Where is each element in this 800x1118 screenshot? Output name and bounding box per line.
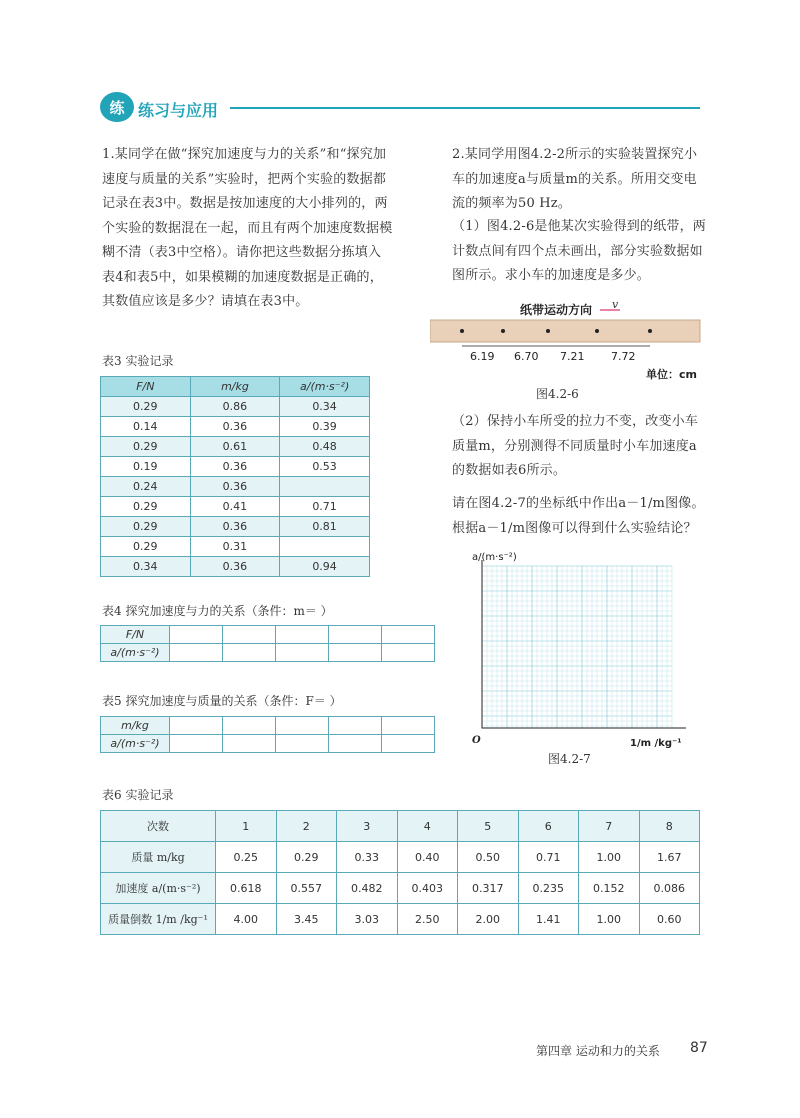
table6-cell: 0.235 [518,873,579,904]
table-row [101,437,370,457]
table3-cell: 0.19 [101,457,191,477]
table-row [101,477,370,497]
table6-cell: 0.40 [397,842,458,873]
table6-cell: 1.67 [639,842,700,873]
table6-cell: 0.403 [397,873,458,904]
table6-cell: 质量 m/kg [101,842,216,873]
table6-cell: 1.00 [579,904,640,935]
tape-segment-2: 6.70 [514,350,539,363]
table3-caption: 表3 实验记录 [102,354,174,368]
table3-cell: 0.36 [190,417,280,437]
section-rule [230,107,700,109]
table3-cell: 0.36 [190,457,280,477]
table6-cell: 0.557 [276,873,337,904]
table3-cell: 0.29 [101,497,191,517]
question-2-part3: 请在图4.2-7的坐标纸中作出a－1/m图像。根据a－1/m图像可以得到什么实验结论？ [452,496,705,536]
table6-cell: 3.45 [276,904,337,935]
tape-dot [595,329,599,333]
table6-cell: 0.29 [276,842,337,873]
table3-header-cell: m/kg [190,377,280,397]
table3-cell: 0.29 [101,397,191,417]
table6 [100,810,700,935]
table3-cell: 0.29 [101,437,191,457]
tape-segment-4: 7.72 [611,350,636,363]
table4 [100,625,435,662]
table3-cell: 0.31 [190,537,280,557]
table-row [101,873,700,904]
table3-cell: 0.53 [280,457,370,477]
table6-cell: 3 [337,811,398,842]
figure-4-2-6-caption: 图4.2-6 [536,387,579,401]
table6-cell: 1.00 [579,842,640,873]
table3-cell [280,477,370,497]
table6-cell: 7 [579,811,640,842]
table3-header-cell: F/N [101,377,191,397]
table3-cell: 0.48 [280,437,370,457]
graph-y-label: a/(m·s⁻²) [472,552,517,563]
table3-cell: 0.81 [280,517,370,537]
table6-cell: 0.618 [216,873,277,904]
velocity-label: v [612,300,619,311]
table6-cell: 1.41 [518,904,579,935]
table3-cell: 0.61 [190,437,280,457]
table3-cell [280,537,370,557]
table3-cell: 0.24 [101,477,191,497]
table6-cell: 0.60 [639,904,700,935]
question-2-part1: （1）图4.2-6是他某次实验得到的纸带，两计数点间有四个点未画出，部分实验数据如图所示。求小车的加速度是多少。 [452,219,707,283]
table5-caption: 表5 探究加速度与质量的关系（条件：F＝ ） [102,694,342,708]
tape-strip [430,320,700,342]
figure-4-2-7-caption: 图4.2-7 [548,752,591,766]
table6-cell: 0.50 [458,842,519,873]
table6-cell: 0.086 [639,873,700,904]
question-2-part2: （2）保持小车所受的拉力不变，改变小车质量m，分别测得不同质量时小车加速度a的数据如表6所示。 [452,414,699,478]
table5-row2-label: a/(m·s⁻²) [101,735,170,753]
tape-unit: 单位：cm [646,368,697,381]
table6-cell: 0.152 [579,873,640,904]
table3 [100,376,370,577]
table6-cell: 4.00 [216,904,277,935]
table-row [101,842,700,873]
table-row [101,904,700,935]
table3-cell: 0.71 [280,497,370,517]
table-row [101,517,370,537]
table6-cell: 2.00 [458,904,519,935]
table6-cell: 加速度 a/(m·s⁻²) [101,873,216,904]
tape-dot [546,329,550,333]
table-row [101,811,700,842]
table6-cell: 0.482 [337,873,398,904]
table6-cell: 3.03 [337,904,398,935]
table6-cell: 次数 [101,811,216,842]
table3-cell: 0.36 [190,517,280,537]
table6-cell: 6 [518,811,579,842]
section-title: 练习与应用 [138,101,219,120]
table4-row1-label: F/N [101,626,170,644]
table4-caption: 表4 探究加速度与力的关系（条件：m＝ ） [102,604,333,618]
table3-cell: 0.39 [280,417,370,437]
table6-cell: 0.33 [337,842,398,873]
table5-row1-label: m/kg [101,717,170,735]
table-row [101,557,370,577]
question-1-text: 1.某同学在做“探究加速度与力的关系”和“探究加速度与质量的关系”实验时，把两个实验的数据都记录在表3中。数据是按加速度的大小排列的，两个实验的数据混在一起，而且有两个加速度数据模糊不清（表3中空格）。请你把这些数据分拣填入表4和表5中，如果模糊的加速度数据是正确的，其数值应该是多少？请填在表3中。 [102,147,393,309]
table3-cell: 0.29 [101,517,191,537]
table-row [101,397,370,417]
table-row [101,537,370,557]
table3-cell: 0.14 [101,417,191,437]
graph-x-label: 1/m /kg⁻¹ [630,738,682,749]
table6-cell: 4 [397,811,458,842]
graph-paper [470,548,700,758]
table3-header-cell: a/(m·s⁻²) [280,377,370,397]
table6-cell: 0.317 [458,873,519,904]
table3-cell: 0.34 [280,397,370,417]
table-row [101,457,370,477]
table6-cell: 0.71 [518,842,579,873]
graph-axes [482,560,686,728]
tape-dot [501,329,505,333]
table-row [101,417,370,437]
table6-cell: 5 [458,811,519,842]
table6-cell: 1 [216,811,277,842]
table6-caption: 表6 实验记录 [102,788,174,802]
table3-cell: 0.29 [101,537,191,557]
table5 [100,716,435,753]
table3-cell: 0.34 [101,557,191,577]
tape-direction-label: 纸带运动方向 [520,303,593,317]
table6-cell: 0.25 [216,842,277,873]
table3-cell: 0.86 [190,397,280,417]
tape-dot [460,329,464,333]
tape-segment-3: 7.21 [560,350,585,363]
table-row [101,497,370,517]
chapter-footer: 第四章 运动和力的关系 [536,1044,660,1058]
tape-dot [648,329,652,333]
graph-origin: O [472,735,481,746]
paper-tape-figure [430,300,710,390]
table6-cell: 质量倒数 1/m /kg⁻¹ [101,904,216,935]
table6-cell: 2.50 [397,904,458,935]
question-2-intro: 2.某同学用图4.2-2所示的实验装置探究小车的加速度a与质量m的关系。所用交变电流的频率为50 Hz。 [452,147,698,211]
table4-row2-label: a/(m·s⁻²) [101,644,170,662]
table3-cell: 0.41 [190,497,280,517]
tape-segment-1: 6.19 [470,350,495,363]
table3-cell: 0.36 [190,557,280,577]
table6-cell: 8 [639,811,700,842]
section-badge: 练 [100,92,134,122]
table6-cell: 2 [276,811,337,842]
table3-cell: 0.36 [190,477,280,497]
page-number: 87 [690,1040,708,1056]
table3-cell: 0.94 [280,557,370,577]
